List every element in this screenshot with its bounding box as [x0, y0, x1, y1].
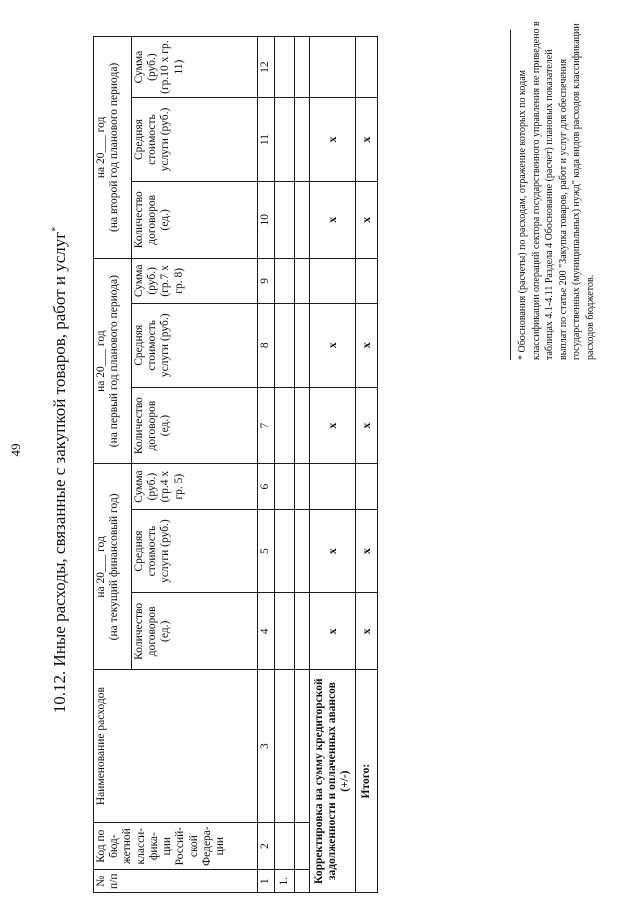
period-year: на 20___ год — [95, 116, 107, 179]
table-cell — [356, 37, 378, 98]
cross-mark: x — [310, 181, 356, 258]
col-number: 9 — [258, 258, 275, 303]
table-cell — [295, 98, 310, 182]
period-desc: (на второй год планового периода) — [108, 62, 121, 232]
table-cell — [356, 258, 378, 303]
header-period-current — [94, 464, 132, 670]
header-budget-code: Код по бюд-жетной класси-фика-ции Россий-ской Федера-ции — [94, 822, 258, 869]
col-number: 8 — [258, 303, 275, 387]
col-number: 1 — [258, 870, 275, 893]
cross-mark: x — [310, 303, 356, 387]
expenses-table — [93, 36, 378, 893]
table-cell — [356, 464, 378, 509]
col-number: 5 — [258, 509, 275, 593]
cross-mark: x — [310, 387, 356, 464]
cross-mark: x — [356, 181, 378, 258]
table-cell — [295, 509, 310, 593]
total-row — [356, 37, 378, 893]
subheader-sum: Сумма (руб.) (гр.10 х гр. 11) — [132, 37, 258, 98]
header-period-first-planned — [94, 258, 132, 464]
table-cell — [275, 670, 295, 823]
table-cell — [275, 593, 295, 670]
col-number: 12 — [258, 37, 275, 98]
table-cell — [295, 464, 310, 509]
table-cell — [275, 509, 295, 593]
period-desc: (на текущий финансовый год) — [108, 493, 121, 641]
period-year: на 20___ год — [95, 330, 107, 392]
table-row — [275, 37, 295, 893]
col-number: 7 — [258, 387, 275, 464]
col-number: 11 — [258, 98, 275, 182]
table-cell — [295, 258, 310, 303]
table-cell — [295, 181, 310, 258]
col-number: 2 — [258, 822, 275, 869]
cross-mark: x — [310, 98, 356, 182]
period-desc: (на первый год планового периода) — [108, 275, 121, 448]
table-cell — [275, 822, 295, 869]
table-cell — [275, 181, 295, 258]
table-cell — [295, 37, 310, 98]
subheader-qty: Количество договоров (ед.) — [132, 387, 258, 464]
table-cell — [310, 464, 356, 509]
table-cell — [275, 98, 295, 182]
table-cell — [295, 387, 310, 464]
table-row — [295, 37, 310, 893]
footnote-text: * Обоснования (расчеты) по расходам, отражение которых по кодам классификации операций сектора государственного управления не приведено в таблицах 4.1-4.11 Раздела 4 Обоснование (расчет) плановых показателей выплат по статье 200 "Закупка товаров, работ и услуг для обеспечения государственных (муниципальных) нужд" кода видов расходов классификации расходов бюджетов. — [517, 21, 596, 360]
cross-mark: x — [310, 593, 356, 670]
cross-mark: x — [310, 509, 356, 593]
subheader-avg-cost: Средняя стоимость услуги (руб.) — [132, 303, 258, 387]
section-title-text: 10.12. Иные расходы, связанные с закупкой товаров, работ и услуг — [50, 231, 69, 714]
column-number-row — [258, 37, 275, 893]
header-no: № п/п — [94, 870, 258, 893]
subheader-sum: Сумма (руб.) (гр.7 х гр. 8) — [132, 258, 258, 303]
table-cell — [295, 870, 310, 893]
table-cell — [275, 258, 295, 303]
correction-label: Корректировка на сумму кредиторской задолженности и оплаченных авансов (+/-) — [310, 670, 356, 893]
subheader-avg-cost: Средняя стоимость услуги (руб.) — [132, 509, 258, 593]
table-cell — [295, 593, 310, 670]
correction-row — [310, 37, 356, 893]
cross-mark: x — [356, 98, 378, 182]
header-period-second-planned — [94, 37, 132, 259]
row-no: 1. — [275, 870, 295, 893]
subheader-qty: Количество договоров (ед.) — [132, 593, 258, 670]
subheader-sum: Сумма (руб.) (гр.4 х гр. 5) — [132, 464, 258, 509]
table-cell — [275, 37, 295, 98]
table-cell — [310, 258, 356, 303]
table-cell — [275, 464, 295, 509]
table-cell — [275, 303, 295, 387]
subheader-avg-cost: Средняя стоимость услуги (руб.) — [132, 98, 258, 182]
section-title — [50, 90, 70, 850]
cross-mark: x — [356, 303, 378, 387]
footnote-marker: * — [50, 226, 62, 232]
footnote-divider — [510, 30, 511, 360]
table-cell — [295, 822, 310, 869]
table-cell — [295, 303, 310, 387]
col-number: 6 — [258, 464, 275, 509]
table-cell — [295, 670, 310, 823]
col-number: 10 — [258, 181, 275, 258]
page-number: 49 — [8, 443, 23, 457]
period-year: на 20___ год — [95, 536, 107, 598]
subheader-qty: Количество договоров (ед.) — [132, 181, 258, 258]
cross-mark: x — [356, 387, 378, 464]
header-row-periods — [94, 37, 132, 893]
total-label: Итого: — [356, 670, 378, 893]
table-cell — [275, 387, 295, 464]
header-expense-name: Наименование расходов — [94, 670, 258, 823]
cross-mark: x — [356, 509, 378, 593]
col-number: 4 — [258, 593, 275, 670]
table-cell — [310, 37, 356, 98]
col-number: 3 — [258, 670, 275, 823]
cross-mark: x — [356, 593, 378, 670]
